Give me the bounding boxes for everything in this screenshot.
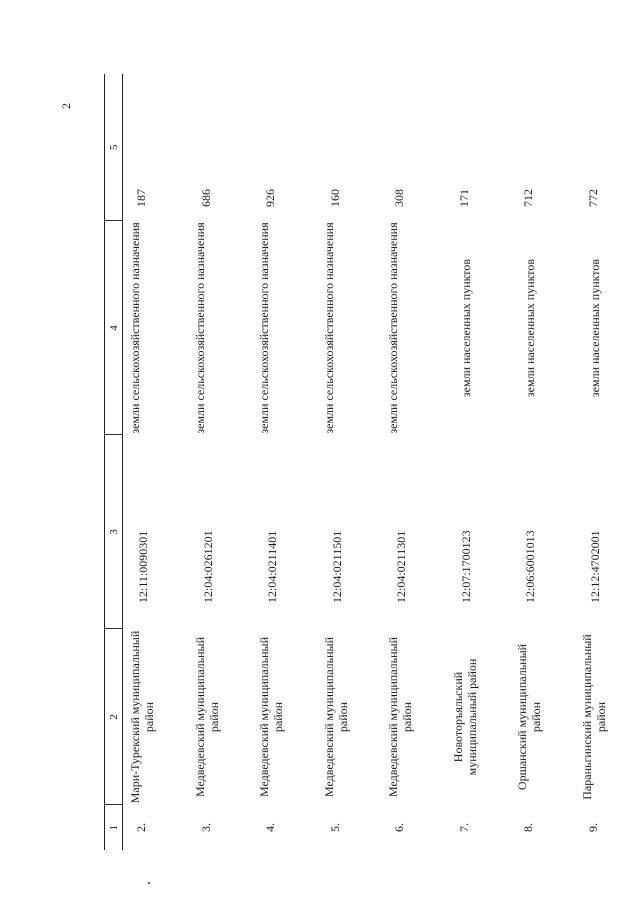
table-row (510, 74, 575, 850)
land-category-cell: земли сельскохозяйственного назначения (128, 222, 142, 434)
land-category-cell: земли населенных пунктов (523, 258, 537, 398)
row-number: 5. (327, 823, 342, 832)
row-number: 3. (198, 823, 213, 832)
row-number: 6. (392, 823, 406, 832)
land-category-cell: земли населенных пунктов (458, 258, 473, 398)
area-cell: 772 (585, 189, 600, 207)
district-cell: Медведевский муниципальный район (321, 636, 350, 798)
area-cell: 712 (521, 189, 535, 207)
row-number: 2. (134, 823, 148, 832)
column-header-1: 1 (105, 805, 123, 850)
area-cell: 160 (327, 189, 342, 207)
cadastral-number-cell: 12:04:0211401 (265, 530, 279, 603)
table-row (381, 74, 446, 850)
table-row (188, 74, 253, 850)
row-number: 7. (456, 823, 471, 832)
row-number: 9. (585, 823, 600, 832)
cadastral-number-cell: 12:07:1700123 (458, 530, 473, 603)
table-row (123, 74, 188, 850)
rotated-table-frame (104, 74, 608, 850)
land-plots-table (104, 74, 639, 850)
land-category-cell: земли сельскохозяйственного назначения (257, 222, 271, 434)
column-header-3: 3 (105, 435, 123, 629)
column-header-5: 5 (105, 74, 123, 221)
area-cell: 171 (456, 189, 471, 207)
cadastral-number-cell: 12:04:0211301 (394, 530, 408, 603)
cadastral-number-cell: 12:04:0261201 (200, 530, 215, 603)
page-number: 2 (59, 103, 73, 109)
area-cell: 187 (134, 189, 148, 207)
cadastral-number-cell: 12:12:4702001 (587, 530, 602, 603)
area-cell: 926 (263, 189, 277, 207)
table-row (575, 74, 640, 850)
district-cell: Оршанский муниципальный район (515, 643, 543, 791)
column-header-2: 2 (105, 629, 123, 805)
cadastral-number-cell: 12:06:6001013 (523, 530, 537, 603)
cadastral-number-cell: 12:11:0090301 (136, 530, 150, 603)
cadastral-number-cell: 12:04:0211501 (329, 530, 344, 603)
area-cell: 308 (392, 189, 406, 207)
land-category-cell: земли сельскохозяйственного назначения (386, 222, 400, 434)
district-cell: Медведевский муниципальный район (192, 636, 221, 798)
table-row (317, 74, 382, 850)
table-row (252, 74, 317, 850)
table-header-row (105, 74, 123, 850)
table-row (446, 74, 511, 850)
area-cell: 686 (198, 189, 213, 207)
land-category-cell: земли сельскохозяйственного назначения (192, 222, 207, 434)
land-category-cell: земли населенных пунктов (587, 258, 602, 398)
district-cell: Медведевский муниципальный район (386, 636, 414, 798)
district-cell: Медведевский муниципальный район (257, 636, 285, 798)
column-header-4: 4 (105, 221, 123, 435)
district-cell: Новоторъяльский муниципальный район (450, 658, 479, 776)
scan-speck (148, 882, 150, 884)
district-cell: Мари-Турекский муниципальный район (128, 630, 156, 804)
land-plots-table-container (104, 74, 608, 850)
district-cell: Параньгинский муниципальный район (579, 634, 608, 800)
land-category-cell: земли сельскохозяйственного назначения (321, 222, 336, 434)
row-number: 4. (263, 823, 277, 832)
row-number: 8. (521, 823, 535, 832)
